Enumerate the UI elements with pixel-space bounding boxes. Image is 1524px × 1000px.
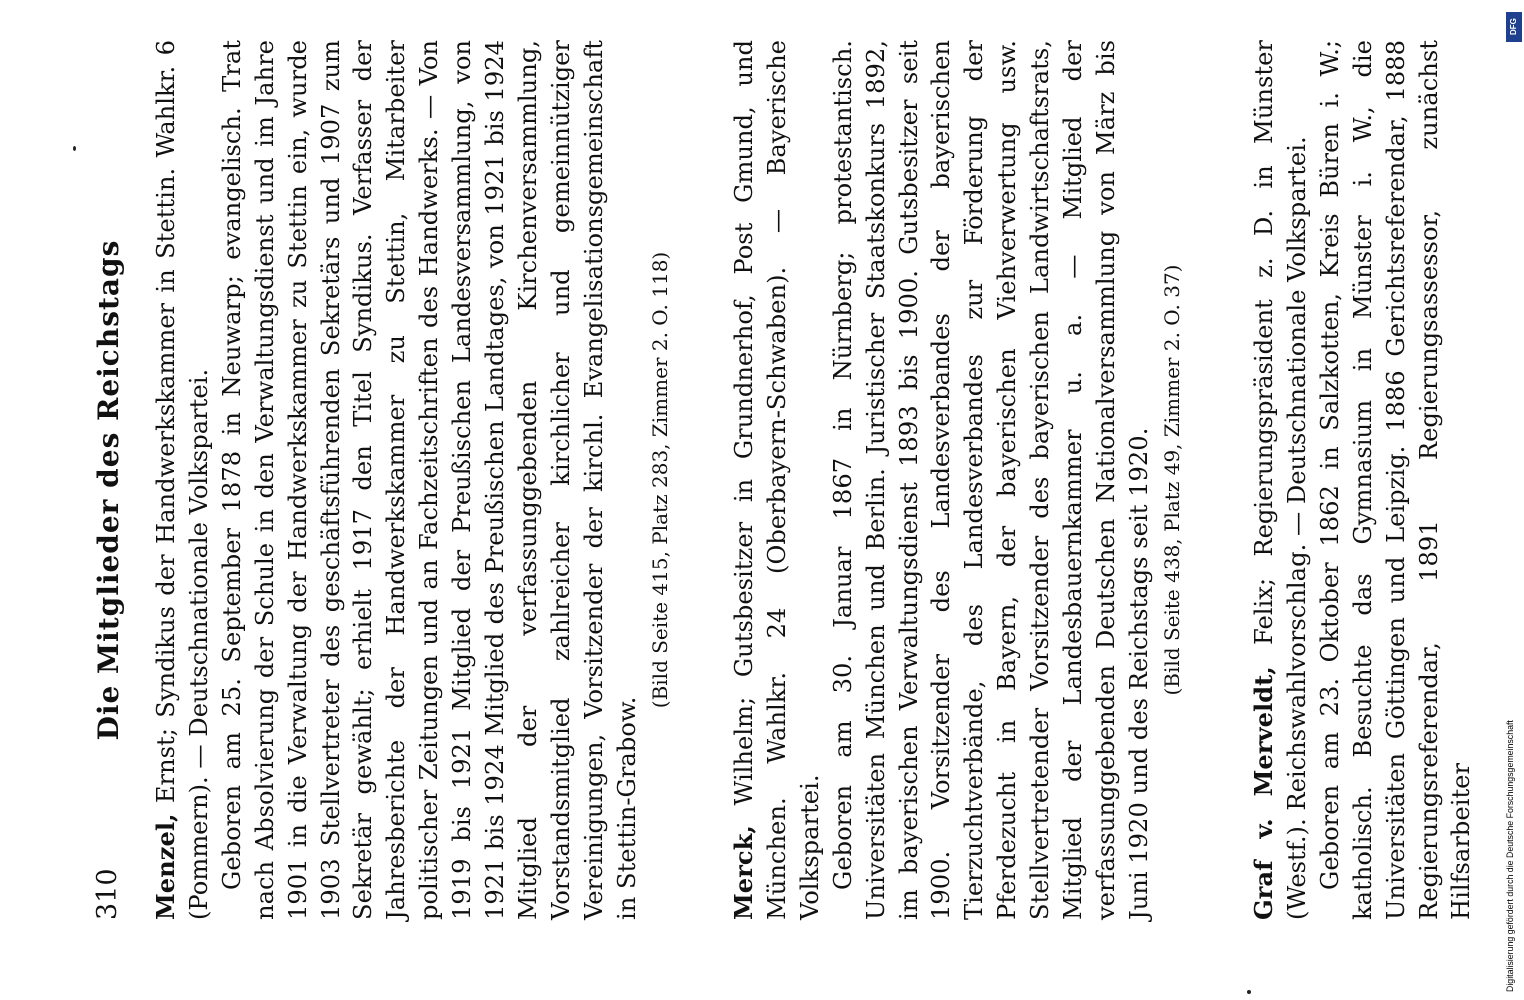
running-title: Die Mitglieder des Reichstags — [92, 239, 125, 741]
scan-speck — [73, 146, 76, 151]
member-name: Merck, — [729, 825, 758, 920]
member-lead: Wilhelm; Gutsbesitzer in Grundnerhof, Post Gmund, und München. Wahlkr. 24 (Oberbayern-Schwaben). — Bayerische Volkspartei. — [730, 40, 824, 920]
digitization-credit: Digitalisierung gefördert durch die Deutsche Forschungsgemeinschaft — [1505, 720, 1515, 992]
photo-reference: (Bild Seite 438, Platz 49, Zimmer 2. O. 37) — [1159, 264, 1184, 696]
member-biography: Geboren am 23. Oktober 1862 in Salzkotten, Kreis Büren i. W.; katholisch. Besuchte das Gymnasium in Münster i. W., die Universitäten Göttingen und Leipzig. 1886 Gerichtsreferendar, 1888 Regierungsreferendar, 1891 Regierungsassessor, zunächst Hilfsarbeiter — [1315, 40, 1476, 920]
member-entry — [150, 40, 677, 920]
running-head — [92, 60, 132, 920]
entry-heading — [728, 40, 827, 920]
member-name: Menzel, — [151, 813, 180, 920]
member-lead: Ernst; Syndikus der Handwerkskammer in Stettin. Wahlkr. 6 (Pommern). — Deutschnationale Volkspartei. — [152, 40, 213, 920]
entry-heading — [150, 40, 216, 920]
member-name: Graf v. Merveldt, — [1249, 666, 1278, 920]
member-biography: Geboren am 25. September 1878 in Neuwarp; evangelisch. Trat nach Absolvierung der Schule in den Verwaltungsdienst und im Jahre 1901 in die Verwaltung der Handwerkskammer zu Stettin ein, wurde 1903 Stellvertreter des geschäftsführenden Sekretärs und 1907 zum Sekretär gewählt; erhielt 1917 den Titel Syndikus. Verfasser der Jahresberichte der Handwerkskammer zu Stettin, Mitarbeiter politischer Zeitungen und an Fachzeitschriften des Handwerks. — Von 1919 bis 1921 Mitglied der Preußischen Landesversammlung, von 1921 bis 1924 Mitglied des Preußischen Landtages, von 1921 bis 1924 Mitglied der verfassunggebenden Kirchenversammlung, Vorstandsmitglied zahlreicher kirchlicher und gemeinnütziger Vereinigungen, Vorsitzender der kirchl. Evangelisationsgemeinschaft in Stettin-Grabow. — [217, 40, 641, 920]
dfg-logo: DFG — [1506, 12, 1522, 42]
entry-heading — [1248, 40, 1314, 920]
page-number: 310 — [92, 868, 123, 920]
scan-speck — [1247, 990, 1251, 994]
member-lead: Felix; Regierungspräsident z. D. in Münster (Westf.). Reichswahlvorschlag. — Deutschnationale Volkspartei. — [1250, 40, 1311, 920]
digitization-credit-strip — [1503, 8, 1524, 992]
photo-reference: (Bild Seite 415, Platz 283, Zimmer 2. O. 118) — [647, 251, 672, 709]
member-entry — [728, 40, 1189, 920]
member-entry — [1248, 40, 1478, 920]
member-biography: Geboren am 30. Januar 1867 in Nürnberg; protestantisch. Universitäten München und Berlin. Juristischer Staatskonkurs 1892, im bayerischen Verwaltungsdienst 1893 bis 1900. Gutsbesitzer seit 1900. Vorsitzender des Landesverbandes der bayerischen Tierzuchtverbände, des Landesverbandes zur Förderung der Pferdezucht in Bayern, der bayerischen Viehverwertung usw. Stellvertretender Vorsitzender des bayerischen Landwirtschaftsrats, Mitglied der Landesbauernkammer u. a. — Mitglied der verfassunggebenden Deutschen Nationalversammlung von März bis Juni 1920 und des Reichstags seit 1920. — [828, 40, 1153, 920]
